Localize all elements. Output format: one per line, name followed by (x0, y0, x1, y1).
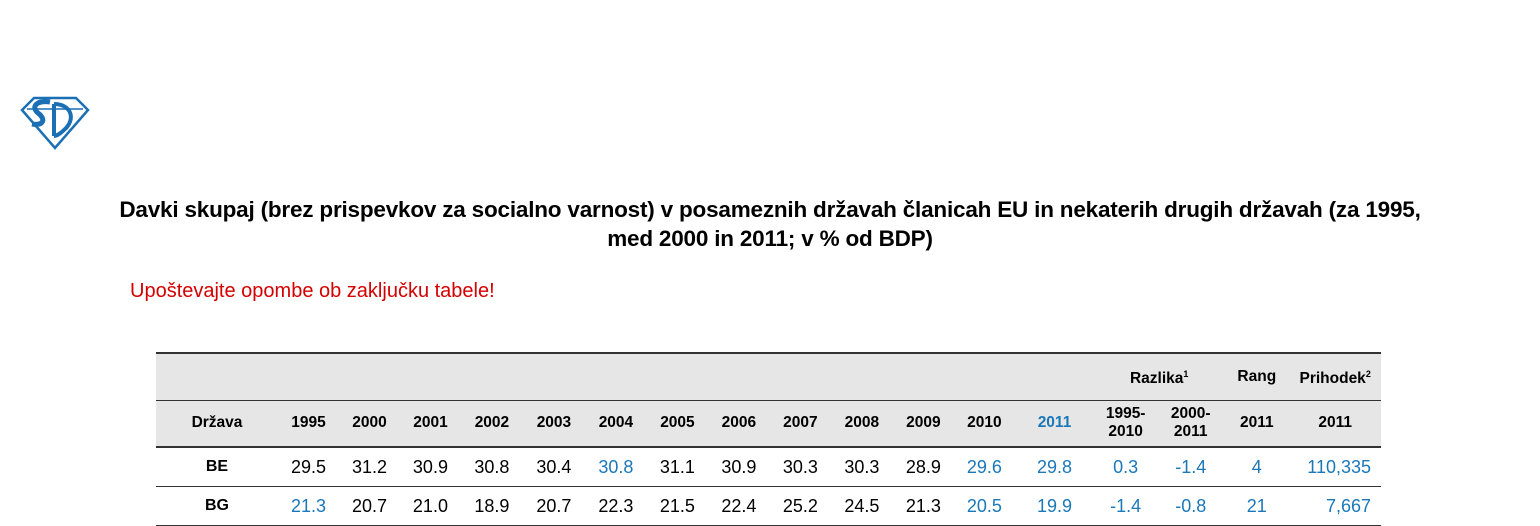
value-cell: -1.4 (1110, 495, 1142, 516)
rang-header: Rang (1237, 367, 1277, 385)
tax-table (156, 352, 1381, 526)
value-cell: -1.4 (1175, 456, 1207, 477)
value-cell: 4 (1251, 456, 1262, 477)
value-cell: 30.8 (474, 456, 510, 477)
table-column-header-row (156, 400, 1381, 447)
value-cell: 30.4 (536, 456, 572, 477)
table-row (156, 447, 1381, 487)
column-header: 2011 (1239, 414, 1274, 432)
value-cell: 31.1 (659, 456, 695, 477)
value-cell: 20.5 (966, 495, 1002, 516)
value-cell: 25.2 (782, 495, 818, 516)
value-cell: 29.5 (290, 456, 326, 477)
prihodek-header: Prihodek$^2$ (1299, 369, 1371, 388)
column-header: 2000 (352, 414, 387, 432)
value-cell: 30.8 (598, 456, 634, 477)
value-cell: 20.7 (536, 495, 572, 516)
value-cell: 31.2 (351, 456, 387, 477)
column-header: 2011 (1037, 414, 1072, 432)
value-cell: 20.7 (351, 495, 387, 516)
value-cell: 21 (1246, 495, 1267, 516)
value-cell: 30.3 (844, 456, 880, 477)
value-cell: 21.3 (290, 495, 326, 516)
column-header: 1995- 2010 (1105, 405, 1146, 441)
value-cell: 21.0 (412, 495, 448, 516)
column-header: 2007 (783, 414, 818, 432)
column-header: 2009 (906, 414, 941, 432)
value-cell: 24.5 (844, 495, 880, 516)
value-cell: 0.3 (1113, 456, 1139, 477)
country-cell: BE (205, 458, 229, 475)
table-body (156, 447, 1381, 526)
value-cell: 19.9 (1036, 495, 1073, 516)
value-cell: 30.9 (721, 456, 757, 477)
value-cell: -0.8 (1175, 495, 1207, 516)
column-header: 2001 (413, 414, 448, 432)
column-header: 2010 (967, 414, 1002, 432)
table-note: Upoštevajte opombe ob zaključku tabele! (130, 280, 495, 302)
column-header: Država (191, 414, 243, 432)
value-cell: 7,667 (1325, 495, 1371, 516)
value-cell: 30.3 (782, 456, 818, 477)
logo-icon (20, 96, 90, 150)
column-header: 2008 (844, 414, 880, 432)
column-header: 1995 (291, 414, 326, 432)
column-header: 2011 (1318, 414, 1352, 432)
column-header: 2003 (536, 414, 572, 432)
value-cell: 29.6 (966, 456, 1002, 477)
value-cell: 30.9 (412, 456, 448, 477)
value-cell: 22.4 (721, 495, 757, 516)
column-header: 2000- 2011 (1170, 405, 1211, 441)
column-header: 2006 (721, 414, 757, 432)
column-header: 2002 (474, 414, 510, 432)
value-cell: 22.3 (598, 495, 634, 516)
value-cell: 28.9 (905, 456, 941, 477)
razlika-header: Razlika$^1$ (1129, 369, 1189, 388)
value-cell: 18.9 (474, 495, 510, 516)
column-header: 2004 (598, 414, 634, 432)
value-cell: 29.8 (1036, 456, 1073, 477)
value-cell: 110,335 (1307, 456, 1371, 477)
table-group-header-row (156, 353, 1381, 400)
page-title: Davki skupaj (brez prispevkov za socialno varnost) v posameznih državah članicah EU in nekaterih drugih državah (za 1995, med 2000 in 2011; v % od BDP) (119, 197, 1421, 251)
value-cell: 21.5 (659, 495, 695, 516)
column-header: 2005 (660, 414, 695, 432)
country-cell: BG (204, 497, 229, 514)
value-cell: 21.3 (905, 495, 941, 516)
